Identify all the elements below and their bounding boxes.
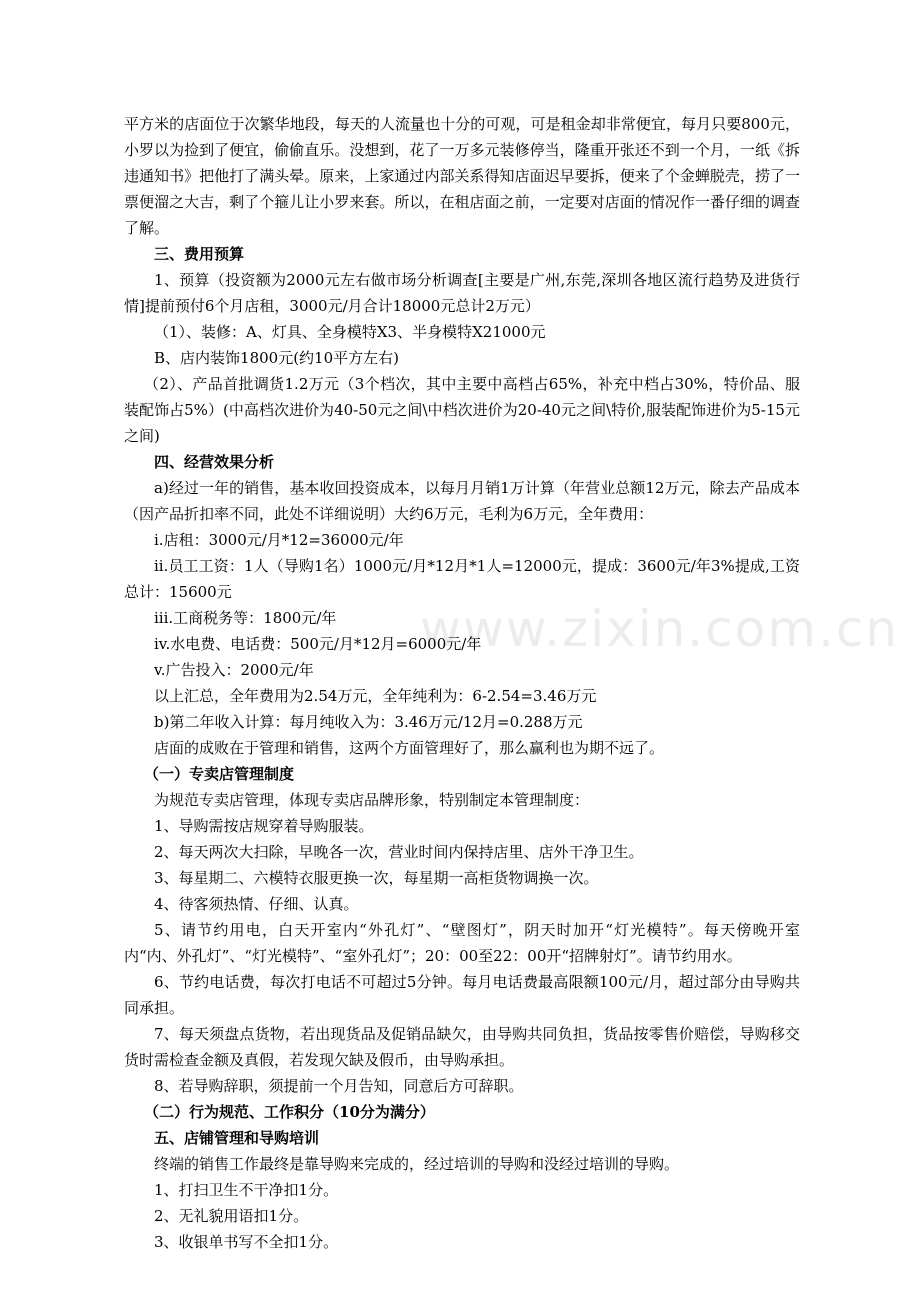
list-item: 7、每天须盘点货物，若出现货品及促销品缺欠，由导购共同负担，货品按零售价赔偿，导购移交货时需检查金额及真假，若发现欠缺及假币，由导购承担。 (124, 1025, 800, 1069)
section-heading-training: 五、店铺管理和导购培训 (154, 1129, 320, 1147)
paragraph: （2）、产品首批调货1.2万元（3个档次，其中主要中高档占65%，补充中档占30%，特价品、服装配饰占5%）(中高档次进价为40-50元之间\中档次进价为20-40元之间\特价,服装配饰进价为5-15元之间) (124, 375, 800, 445)
paragraph: B、店内装饰1800元(约10平方左右) (154, 349, 399, 367)
list-item: v.广告投入：2000元/年 (154, 661, 314, 679)
list-item: 3、收银单书写不全扣1分。 (154, 1233, 339, 1251)
paragraph: 店面的成败在于管理和销售，这两个方面管理好了，那么赢利也为期不远了。 (154, 739, 665, 757)
section-heading-analysis: 四、经营效果分析 (154, 453, 275, 471)
list-item: iv.水电费、电话费：500元/月*12月=6000元/年 (154, 635, 482, 653)
subsection-heading-rules: （一）专卖店管理制度 (144, 765, 295, 783)
list-item: 6、节约电话费，每次打电话不可超过5分钟。每月电话费最高限额100元/月，超过部分由导购共同承担。 (124, 973, 800, 1017)
list-item: 1、打扫卫生不干净扣1分。 (154, 1181, 339, 1199)
subsection-heading-scoring: （二）行为规范、工作积分（10分为满分） (144, 1103, 435, 1121)
list-item: ii.员工工资：1人（导购1名）1000元/月*12月*1人=12000元，提成：3600元/年3%提成,工资总计：15600元 (124, 557, 800, 601)
paragraph: a)经过一年的销售，基本收回投资成本，以每月月销1万计算（年营业总额12万元，除去产品成本（因产品折扣率不同，此处不详细说明）大约6万元，毛利为6万元，全年费用： (124, 479, 800, 523)
list-item: 5、请节约用电，白天开室内“外孔灯”、“壁图灯”，阴天时加开“灯光模特”。每天傍晚开室内“内、外孔灯”、“灯光模特”、“室外孔灯”；20：00至22：00开“招牌射灯”。请节约用水。 (124, 921, 800, 965)
list-item: 2、无礼貌用语扣1分。 (154, 1207, 309, 1225)
list-item: 2、每天两次大扫除，早晚各一次，营业时间内保持店里、店外干净卫生。 (154, 843, 644, 861)
list-item: 1、导购需按店规穿着导购服装。 (154, 817, 374, 835)
paragraph: b)第二年收入计算：每月纯收入为：3.46万元/12月=0.288万元 (154, 713, 583, 731)
paragraph: 以上汇总，全年费用为2.54万元，全年纯利为：6-2.54=3.46万元 (154, 687, 597, 705)
paragraph: （1）、装修：A、灯具、全身模特X3、半身模特X21000元 (154, 323, 546, 341)
list-item: 3、每星期二、六模特衣服更换一次，每星期一高柜货物调换一次。 (154, 869, 599, 887)
paragraph: 1、预算（投资额为2000元左右做市场分析调查[主要是广州,东莞,深圳各地区流行趋势及进货行情]提前预付6个月店租，3000元/月合计18000元总计2万元） (124, 271, 800, 315)
paragraph: 终端的销售工作最终是靠导购来完成的，经过培训的导购和没经过培训的导购。 (154, 1155, 680, 1173)
watermark: www.zixin.com.cn (420, 600, 900, 658)
paragraph: 为规范专卖店管理，体现专卖店品牌形象，特别制定本管理制度： (154, 791, 590, 809)
list-item: iii.工商税务等：1800元/年 (154, 609, 337, 627)
list-item: 4、待客须热情、仔细、认真。 (154, 895, 359, 913)
paragraph: 平方米的店面位于次繁华地段，每天的人流量也十分的可观，可是租金却非常便宜，每月只要800元，小罗以为捡到了便宜，偷偷直乐。没想到，花了一万多元装修停当，隆重开张还不到一个月，一纸《拆违通知书》把他打了满头晕。原来，上家通过内部关系得知店面迟早要拆，便来了个金蝉脱壳，捞了一票便溜之大吉，剩了个箍儿让小罗来套。所以，在租店面之前，一定要对店面的情况作一番仔细的调查了解。 (124, 115, 800, 237)
list-item: 8、若导购辞职，须提前一个月告知，同意后方可辞职。 (154, 1077, 524, 1095)
section-heading-budget: 三、费用预算 (154, 245, 245, 263)
list-item: i.店租：3000元/月*12=36000元/年 (154, 531, 404, 549)
document-body (124, 111, 800, 1255)
